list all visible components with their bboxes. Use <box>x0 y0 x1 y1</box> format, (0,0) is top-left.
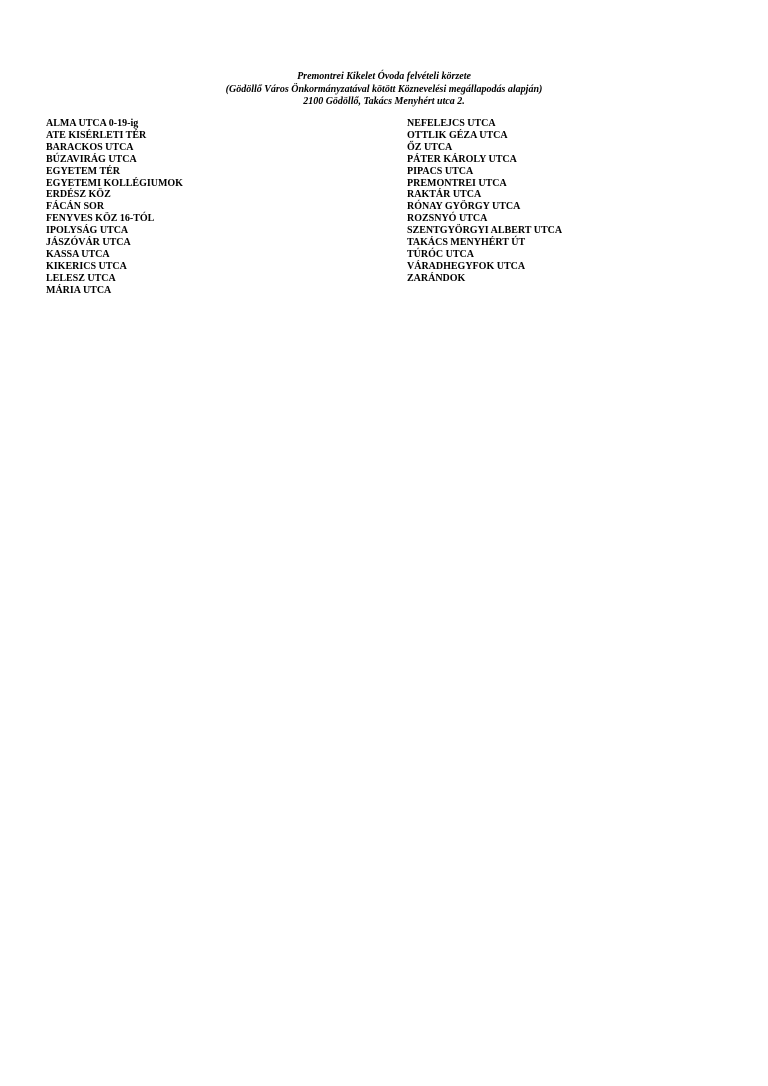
street-item: FENYVES KÖZ 16-TÓL <box>46 213 155 225</box>
street-item: RÓNAY GYÖRGY UTCA <box>407 201 521 213</box>
street-item: SZENTGYÖRGYI ALBERT UTCA <box>407 225 563 237</box>
street-item: BARACKOS UTCA <box>46 141 134 153</box>
document-header <box>0 71 768 109</box>
document-title: Premontrei Kikelet Óvoda felvételi körzete <box>297 71 471 82</box>
street-item: OTTLIK GÉZA UTCA <box>407 129 508 141</box>
street-item: TAKÁCS MENYHÉRT ÚT <box>407 237 526 249</box>
street-item: PIPACS UTCA <box>407 165 474 177</box>
street-item: BÚZAVIRÁG UTCA <box>46 153 137 165</box>
street-item: ROZSNYÓ UTCA <box>407 213 488 225</box>
street-item: TÚRÓC UTCA <box>407 248 474 260</box>
street-item: KIKERICS UTCA <box>46 260 127 272</box>
street-list-right <box>407 118 562 285</box>
document-subtitle: (Gödöllő Város Önkormányzatával kötött Köznevelési megállapodás alapján) <box>225 83 543 95</box>
street-item: PÁTER KÁROLY UTCA <box>407 153 517 165</box>
street-item: ATE KISÉRLETI TÉR <box>46 129 147 141</box>
street-item: ŐZ UTCA <box>407 141 453 153</box>
street-item: EGYETEMI KOLLÉGIUMOK <box>46 177 183 189</box>
street-item: EGYETEM TÉR <box>46 165 120 177</box>
street-item: MÁRIA UTCA <box>46 284 112 296</box>
street-item: FÁCÁN SOR <box>46 201 105 213</box>
street-item: ZARÁNDOK <box>407 272 466 284</box>
street-item: NEFELEJCS UTCA <box>407 118 496 129</box>
street-item: RAKTÁR UTCA <box>407 189 482 201</box>
street-item: JÁSZÓVÁR UTCA <box>46 237 131 249</box>
street-item: IPOLYSÁG UTCA <box>46 225 129 237</box>
street-item: PREMONTREI UTCA <box>407 177 507 189</box>
street-item: LELESZ UTCA <box>46 272 116 284</box>
street-item: VÁRADHEGYFOK UTCA <box>407 260 526 272</box>
street-item: KASSA UTCA <box>46 248 110 260</box>
street-item: ALMA UTCA 0-19-ig <box>46 118 139 129</box>
street-list-left <box>46 118 183 297</box>
street-item: ERDÉSZ KÖZ <box>46 189 111 201</box>
document-address: 2100 Gödöllő, Takács Menyhért utca 2. <box>303 96 465 107</box>
